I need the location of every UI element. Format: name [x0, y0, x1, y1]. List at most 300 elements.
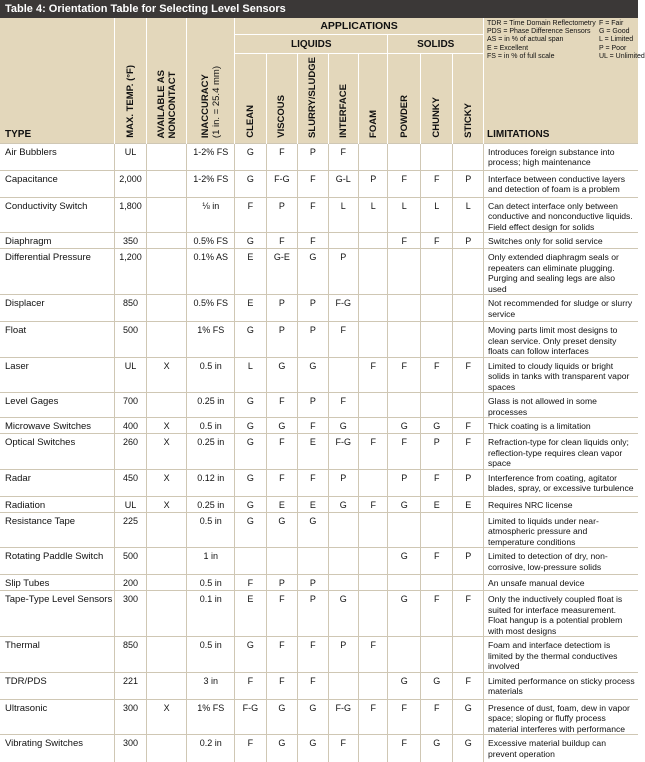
chunky-rating-cell: F [420, 469, 453, 496]
powder-rating-cell: G [388, 591, 421, 637]
sensor-type-cell: Laser [0, 357, 115, 393]
powder-rating-cell: F [388, 357, 421, 393]
inaccuracy-cell: 1% FS [187, 699, 235, 735]
sticky-rating-cell: G [453, 735, 484, 762]
limitations-cell: Limited performance on sticky process materials [483, 672, 638, 699]
table-row [0, 637, 638, 673]
clean-rating-cell: G [235, 434, 266, 470]
slurry-rating-cell: G [298, 249, 328, 295]
interface-rating-cell: G [328, 591, 358, 637]
sensor-type-cell: Vibrating Switches [0, 735, 115, 762]
slurry-rating-cell: F [298, 469, 328, 496]
foam-rating-cell [359, 575, 388, 591]
noncontact-cell [146, 249, 187, 295]
table-row [0, 393, 638, 418]
sticky-rating-cell: F [453, 591, 484, 637]
max-temp-cell: 260 [115, 434, 146, 470]
sensor-type-cell: Rotating Paddle Switch [0, 548, 115, 575]
inaccuracy-cell: 3 in [187, 672, 235, 699]
inaccuracy-cell: 0.5% FS [187, 295, 235, 322]
powder-rating-cell: F [388, 434, 421, 470]
table-row [0, 699, 638, 735]
foam-rating-cell: P [359, 170, 388, 197]
foam-rating-cell: F [359, 496, 388, 512]
slurry-rating-cell: P [298, 591, 328, 637]
header-solids: SOLIDS [388, 35, 484, 54]
header-max-temp: MAX. TEMP. (°F) [115, 18, 146, 143]
header-sticky: STICKY [453, 54, 484, 144]
noncontact-cell: X [146, 469, 187, 496]
sensor-type-cell: Conductivity Switch [0, 197, 115, 233]
foam-rating-cell [359, 233, 388, 249]
inaccuracy-cell: 0.5 in [187, 637, 235, 673]
limitations-cell: Foam and interface detectiom is limited by the thermal conductives involved [483, 637, 638, 673]
foam-rating-cell [359, 418, 388, 434]
clean-rating-cell: E [235, 249, 266, 295]
chunky-rating-cell: L [420, 197, 453, 233]
limitations-cell: An unsafe manual device [483, 575, 638, 591]
powder-rating-cell: L [388, 197, 421, 233]
clean-rating-cell: G [235, 393, 266, 418]
interface-rating-cell: F-G [328, 295, 358, 322]
chunky-rating-cell [420, 393, 453, 418]
limitations-cell: Refraction-type for clean liquids only; reflection-type requires clean vapor space [483, 434, 638, 470]
sticky-rating-cell: P [453, 170, 484, 197]
interface-rating-cell: F [328, 143, 358, 170]
limitations-cell: Not recommended for sludge or slurry service [483, 295, 638, 322]
chunky-rating-cell [420, 637, 453, 673]
interface-rating-cell: G [328, 418, 358, 434]
header-applications: APPLICATIONS [235, 18, 484, 35]
noncontact-cell: X [146, 434, 187, 470]
sensor-type-cell: Resistance Tape [0, 512, 115, 548]
chunky-rating-cell: F [420, 170, 453, 197]
chunky-rating-cell [420, 512, 453, 548]
clean-rating-cell: G [235, 637, 266, 673]
viscous-rating-cell: F [266, 143, 297, 170]
max-temp-cell: UL [115, 143, 146, 170]
slurry-rating-cell: F [298, 197, 328, 233]
clean-rating-cell: L [235, 357, 266, 393]
powder-rating-cell: F [388, 735, 421, 762]
table-row [0, 591, 638, 637]
viscous-rating-cell [266, 548, 297, 575]
inaccuracy-cell: 0.5 in [187, 418, 235, 434]
clean-rating-cell: G [235, 512, 266, 548]
noncontact-cell [146, 197, 187, 233]
slurry-rating-cell: F [298, 672, 328, 699]
sensor-type-cell: Tape-Type Level Sensors [0, 591, 115, 637]
chunky-rating-cell [420, 295, 453, 322]
limitations-cell: Only the inductively coupled float is suited for interface measurement. Float hangup is a potential problem with most designs [483, 591, 638, 637]
inaccuracy-cell: ⅛ in [187, 197, 235, 233]
table-row [0, 735, 638, 762]
sticky-rating-cell [453, 249, 484, 295]
max-temp-cell: 850 [115, 637, 146, 673]
max-temp-cell: 1,200 [115, 249, 146, 295]
inaccuracy-cell: 0.5 in [187, 357, 235, 393]
interface-rating-cell: F-G [328, 699, 358, 735]
powder-rating-cell [388, 295, 421, 322]
inaccuracy-cell: 0.1 in [187, 591, 235, 637]
sensor-type-cell: Level Gages [0, 393, 115, 418]
viscous-rating-cell: F [266, 434, 297, 470]
sticky-rating-cell: F [453, 357, 484, 393]
header-powder: POWDER [388, 54, 421, 144]
table-row [0, 170, 638, 197]
foam-rating-cell [359, 469, 388, 496]
limitations-cell: Presence of dust, foam, dew in vapor space; sloping or fluffy process material interferes with performance [483, 699, 638, 735]
limitations-cell: Introduces foreign substance into process; high maintenance [483, 143, 638, 170]
sticky-rating-cell [453, 322, 484, 358]
foam-rating-cell [359, 249, 388, 295]
powder-rating-cell [388, 637, 421, 673]
sensor-type-cell: Float [0, 322, 115, 358]
interface-rating-cell: G-L [328, 170, 358, 197]
table-title: Table 4: Orientation Table for Selecting Level Sensors [0, 0, 638, 18]
interface-rating-cell: L [328, 197, 358, 233]
powder-rating-cell: F [388, 699, 421, 735]
slurry-rating-cell: P [298, 322, 328, 358]
table-row [0, 672, 638, 699]
noncontact-cell [146, 393, 187, 418]
clean-rating-cell: G [235, 170, 266, 197]
chunky-rating-cell: G [420, 418, 453, 434]
chunky-rating-cell: E [420, 496, 453, 512]
limitations-cell: Excessive material buildup can prevent operation [483, 735, 638, 762]
table-row [0, 548, 638, 575]
max-temp-cell: 300 [115, 735, 146, 762]
table-row [0, 249, 638, 295]
max-temp-cell: 700 [115, 393, 146, 418]
noncontact-cell: X [146, 357, 187, 393]
clean-rating-cell: G [235, 233, 266, 249]
sticky-rating-cell: G [453, 699, 484, 735]
limitations-cell: Interface between conductive layers and detection of foam is a problem [483, 170, 638, 197]
clean-rating-cell: G [235, 418, 266, 434]
interface-rating-cell: P [328, 249, 358, 295]
sensor-type-cell: Diaphragm [0, 233, 115, 249]
sticky-rating-cell: P [453, 469, 484, 496]
chunky-rating-cell [420, 249, 453, 295]
table-row [0, 322, 638, 358]
interface-rating-cell: P [328, 637, 358, 673]
limitations-cell: Limited to liquids under near-atmospheric pressure and temperature conditions [483, 512, 638, 548]
foam-rating-cell [359, 591, 388, 637]
header-slurry-sludge: SLURRY/SLUDGE [298, 54, 328, 144]
chunky-rating-cell: P [420, 434, 453, 470]
sensor-type-cell: Differential Pressure [0, 249, 115, 295]
sticky-rating-cell: P [453, 548, 484, 575]
slurry-rating-cell: G [298, 512, 328, 548]
slurry-rating-cell: F [298, 637, 328, 673]
table-row [0, 197, 638, 233]
table-row [0, 469, 638, 496]
viscous-rating-cell: P [266, 322, 297, 358]
inaccuracy-cell: 0.5 in [187, 575, 235, 591]
viscous-rating-cell: P [266, 197, 297, 233]
noncontact-cell [146, 512, 187, 548]
inaccuracy-cell: 0.5% FS [187, 233, 235, 249]
foam-rating-cell [359, 548, 388, 575]
sticky-rating-cell [453, 295, 484, 322]
chunky-rating-cell [420, 575, 453, 591]
viscous-rating-cell: F-G [266, 170, 297, 197]
inaccuracy-cell: 0.25 in [187, 496, 235, 512]
slurry-rating-cell: E [298, 434, 328, 470]
sensor-type-cell: Optical Switches [0, 434, 115, 470]
slurry-rating-cell: G [298, 699, 328, 735]
chunky-rating-cell [420, 143, 453, 170]
foam-rating-cell [359, 322, 388, 358]
max-temp-cell: 1,800 [115, 197, 146, 233]
foam-rating-cell [359, 735, 388, 762]
max-temp-cell: UL [115, 496, 146, 512]
noncontact-cell: X [146, 699, 187, 735]
slurry-rating-cell: P [298, 143, 328, 170]
chunky-rating-cell: F [420, 233, 453, 249]
viscous-rating-cell: F [266, 393, 297, 418]
slurry-rating-cell: F [298, 233, 328, 249]
interface-rating-cell [328, 548, 358, 575]
powder-rating-cell [388, 322, 421, 358]
powder-rating-cell [388, 575, 421, 591]
noncontact-cell [146, 672, 187, 699]
chunky-rating-cell [420, 322, 453, 358]
max-temp-cell: 300 [115, 699, 146, 735]
foam-rating-cell: L [359, 197, 388, 233]
foam-rating-cell: F [359, 637, 388, 673]
inaccuracy-cell: 1 in [187, 548, 235, 575]
powder-rating-cell: G [388, 672, 421, 699]
sticky-rating-cell: F [453, 434, 484, 470]
clean-rating-cell: G [235, 496, 266, 512]
clean-rating-cell: E [235, 591, 266, 637]
sticky-rating-cell [453, 575, 484, 591]
powder-rating-cell [388, 249, 421, 295]
slurry-rating-cell: E [298, 496, 328, 512]
sticky-rating-cell: L [453, 197, 484, 233]
max-temp-cell: 200 [115, 575, 146, 591]
interface-rating-cell: P [328, 469, 358, 496]
table-body [0, 143, 638, 762]
viscous-rating-cell: P [266, 295, 297, 322]
sensor-type-cell: Thermal [0, 637, 115, 673]
inaccuracy-cell: 1% FS [187, 322, 235, 358]
slurry-rating-cell: P [298, 393, 328, 418]
viscous-rating-cell: G-E [266, 249, 297, 295]
inaccuracy-cell: 0.5 in [187, 512, 235, 548]
noncontact-cell [146, 295, 187, 322]
sensor-type-cell: TDR/PDS [0, 672, 115, 699]
header-inaccuracy: INACCURACY (1 in. = 25.4 mm) [187, 18, 235, 143]
clean-rating-cell: F [235, 575, 266, 591]
slurry-rating-cell: F [298, 170, 328, 197]
limitations-cell: Limited to cloudy liquids or bright solids in tanks with transparent vapor spaces [483, 357, 638, 393]
noncontact-cell: X [146, 496, 187, 512]
foam-rating-cell: F [359, 357, 388, 393]
sticky-rating-cell [453, 143, 484, 170]
noncontact-cell [146, 143, 187, 170]
chunky-rating-cell: F [420, 548, 453, 575]
viscous-rating-cell: G [266, 418, 297, 434]
limitations-cell: Can detect interface only between conductive and nonconductive liquids. Field effect design for solids [483, 197, 638, 233]
viscous-rating-cell: F [266, 591, 297, 637]
chunky-rating-cell: F [420, 357, 453, 393]
limitations-cell: Only extended diaphragm seals or repeaters can eliminate plugging. Purging and sealing legs are also used [483, 249, 638, 295]
inaccuracy-cell: 0.2 in [187, 735, 235, 762]
slurry-rating-cell: P [298, 295, 328, 322]
noncontact-cell [146, 735, 187, 762]
header-clean: CLEAN [235, 54, 266, 144]
noncontact-cell: X [146, 418, 187, 434]
table-row [0, 295, 638, 322]
interface-rating-cell [328, 357, 358, 393]
powder-rating-cell: G [388, 496, 421, 512]
interface-rating-cell [328, 672, 358, 699]
noncontact-cell [146, 548, 187, 575]
max-temp-cell: 400 [115, 418, 146, 434]
max-temp-cell: 500 [115, 322, 146, 358]
header-limitations: TDR = Time Domain Reflectometry PDS = Phase Difference Sensors AS = in % of actual span E = Excellent FS = in % of full scale F = Fair G = Good L = Limited P = Poor UL = Unlimited LIMITATIONS [483, 18, 638, 143]
max-temp-cell: 2,000 [115, 170, 146, 197]
table-row [0, 143, 638, 170]
inaccuracy-cell: 0.12 in [187, 469, 235, 496]
sensor-type-cell: Radar [0, 469, 115, 496]
max-temp-cell: 300 [115, 591, 146, 637]
max-temp-cell: 221 [115, 672, 146, 699]
table-row [0, 233, 638, 249]
noncontact-cell [146, 637, 187, 673]
noncontact-cell [146, 322, 187, 358]
clean-rating-cell: G [235, 143, 266, 170]
foam-rating-cell [359, 295, 388, 322]
foam-rating-cell [359, 672, 388, 699]
sensor-type-cell: Displacer [0, 295, 115, 322]
interface-rating-cell [328, 575, 358, 591]
limitations-cell: Limited to detection of dry, non-corrosive, low-pressure solids [483, 548, 638, 575]
sticky-rating-cell: F [453, 672, 484, 699]
interface-rating-cell [328, 233, 358, 249]
interface-rating-cell [328, 512, 358, 548]
interface-rating-cell: F-G [328, 434, 358, 470]
viscous-rating-cell: F [266, 637, 297, 673]
interface-rating-cell: F [328, 735, 358, 762]
foam-rating-cell [359, 393, 388, 418]
header-interface: INTERFACE [328, 54, 358, 144]
powder-rating-cell: F [388, 170, 421, 197]
table-row [0, 418, 638, 434]
header-liquids: LIQUIDS [235, 35, 388, 54]
chunky-rating-cell: G [420, 735, 453, 762]
inaccuracy-cell: 0.25 in [187, 393, 235, 418]
sticky-rating-cell [453, 637, 484, 673]
clean-rating-cell: F-G [235, 699, 266, 735]
viscous-rating-cell: F [266, 469, 297, 496]
sensor-selection-table [0, 18, 645, 762]
header-chunky: CHUNKY [420, 54, 453, 144]
max-temp-cell: UL [115, 357, 146, 393]
viscous-rating-cell: G [266, 512, 297, 548]
powder-rating-cell [388, 143, 421, 170]
noncontact-cell [146, 233, 187, 249]
table-row [0, 575, 638, 591]
powder-rating-cell [388, 393, 421, 418]
inaccuracy-cell: 0.25 in [187, 434, 235, 470]
clean-rating-cell: F [235, 197, 266, 233]
header-noncontact: AVAILABLE AS NONCONTACT [146, 18, 187, 143]
viscous-rating-cell: F [266, 672, 297, 699]
header-type: TYPE [0, 18, 115, 143]
noncontact-cell [146, 575, 187, 591]
max-temp-cell: 850 [115, 295, 146, 322]
limitations-cell: Glass is not allowed in some processes [483, 393, 638, 418]
foam-rating-cell [359, 143, 388, 170]
sensor-type-cell: Radiation [0, 496, 115, 512]
inaccuracy-cell: 1-2% FS [187, 170, 235, 197]
interface-rating-cell: F [328, 322, 358, 358]
clean-rating-cell [235, 548, 266, 575]
sticky-rating-cell [453, 393, 484, 418]
clean-rating-cell: E [235, 295, 266, 322]
interface-rating-cell: F [328, 393, 358, 418]
slurry-rating-cell: F [298, 418, 328, 434]
sensor-type-cell: Air Bubblers [0, 143, 115, 170]
clean-rating-cell: G [235, 322, 266, 358]
powder-rating-cell: G [388, 548, 421, 575]
noncontact-cell [146, 591, 187, 637]
max-temp-cell: 225 [115, 512, 146, 548]
table-row [0, 357, 638, 393]
viscous-rating-cell: F [266, 233, 297, 249]
sticky-rating-cell: E [453, 496, 484, 512]
table-row [0, 512, 638, 548]
slurry-rating-cell: G [298, 357, 328, 393]
powder-rating-cell: F [388, 233, 421, 249]
limitations-cell: Moving parts limit most designs to clean service. Only preset density floats can follow interfaces [483, 322, 638, 358]
slurry-rating-cell: G [298, 735, 328, 762]
sticky-rating-cell: F [453, 418, 484, 434]
inaccuracy-cell: 1-2% FS [187, 143, 235, 170]
powder-rating-cell [388, 512, 421, 548]
table-row [0, 434, 638, 470]
slurry-rating-cell: P [298, 575, 328, 591]
powder-rating-cell: G [388, 418, 421, 434]
inaccuracy-cell: 0.1% AS [187, 249, 235, 295]
viscous-rating-cell: P [266, 575, 297, 591]
limitations-cell: Interference from coating, agitator blades, spray, or excessive turbulence [483, 469, 638, 496]
limitations-cell: Thick coating is a limitation [483, 418, 638, 434]
foam-rating-cell: F [359, 434, 388, 470]
foam-rating-cell: F [359, 699, 388, 735]
limitations-cell: Switches only for solid service [483, 233, 638, 249]
limitations-cell: Requires NRC license [483, 496, 638, 512]
sensor-type-cell: Capacitance [0, 170, 115, 197]
slurry-rating-cell [298, 548, 328, 575]
clean-rating-cell: F [235, 735, 266, 762]
interface-rating-cell: G [328, 496, 358, 512]
sensor-type-cell: Slip Tubes [0, 575, 115, 591]
sticky-rating-cell: P [453, 233, 484, 249]
max-temp-cell: 450 [115, 469, 146, 496]
header-viscous: VISCOUS [266, 54, 297, 144]
chunky-rating-cell: F [420, 591, 453, 637]
powder-rating-cell: P [388, 469, 421, 496]
chunky-rating-cell: F [420, 699, 453, 735]
clean-rating-cell: F [235, 672, 266, 699]
table-row [0, 496, 638, 512]
sensor-type-cell: Microwave Switches [0, 418, 115, 434]
